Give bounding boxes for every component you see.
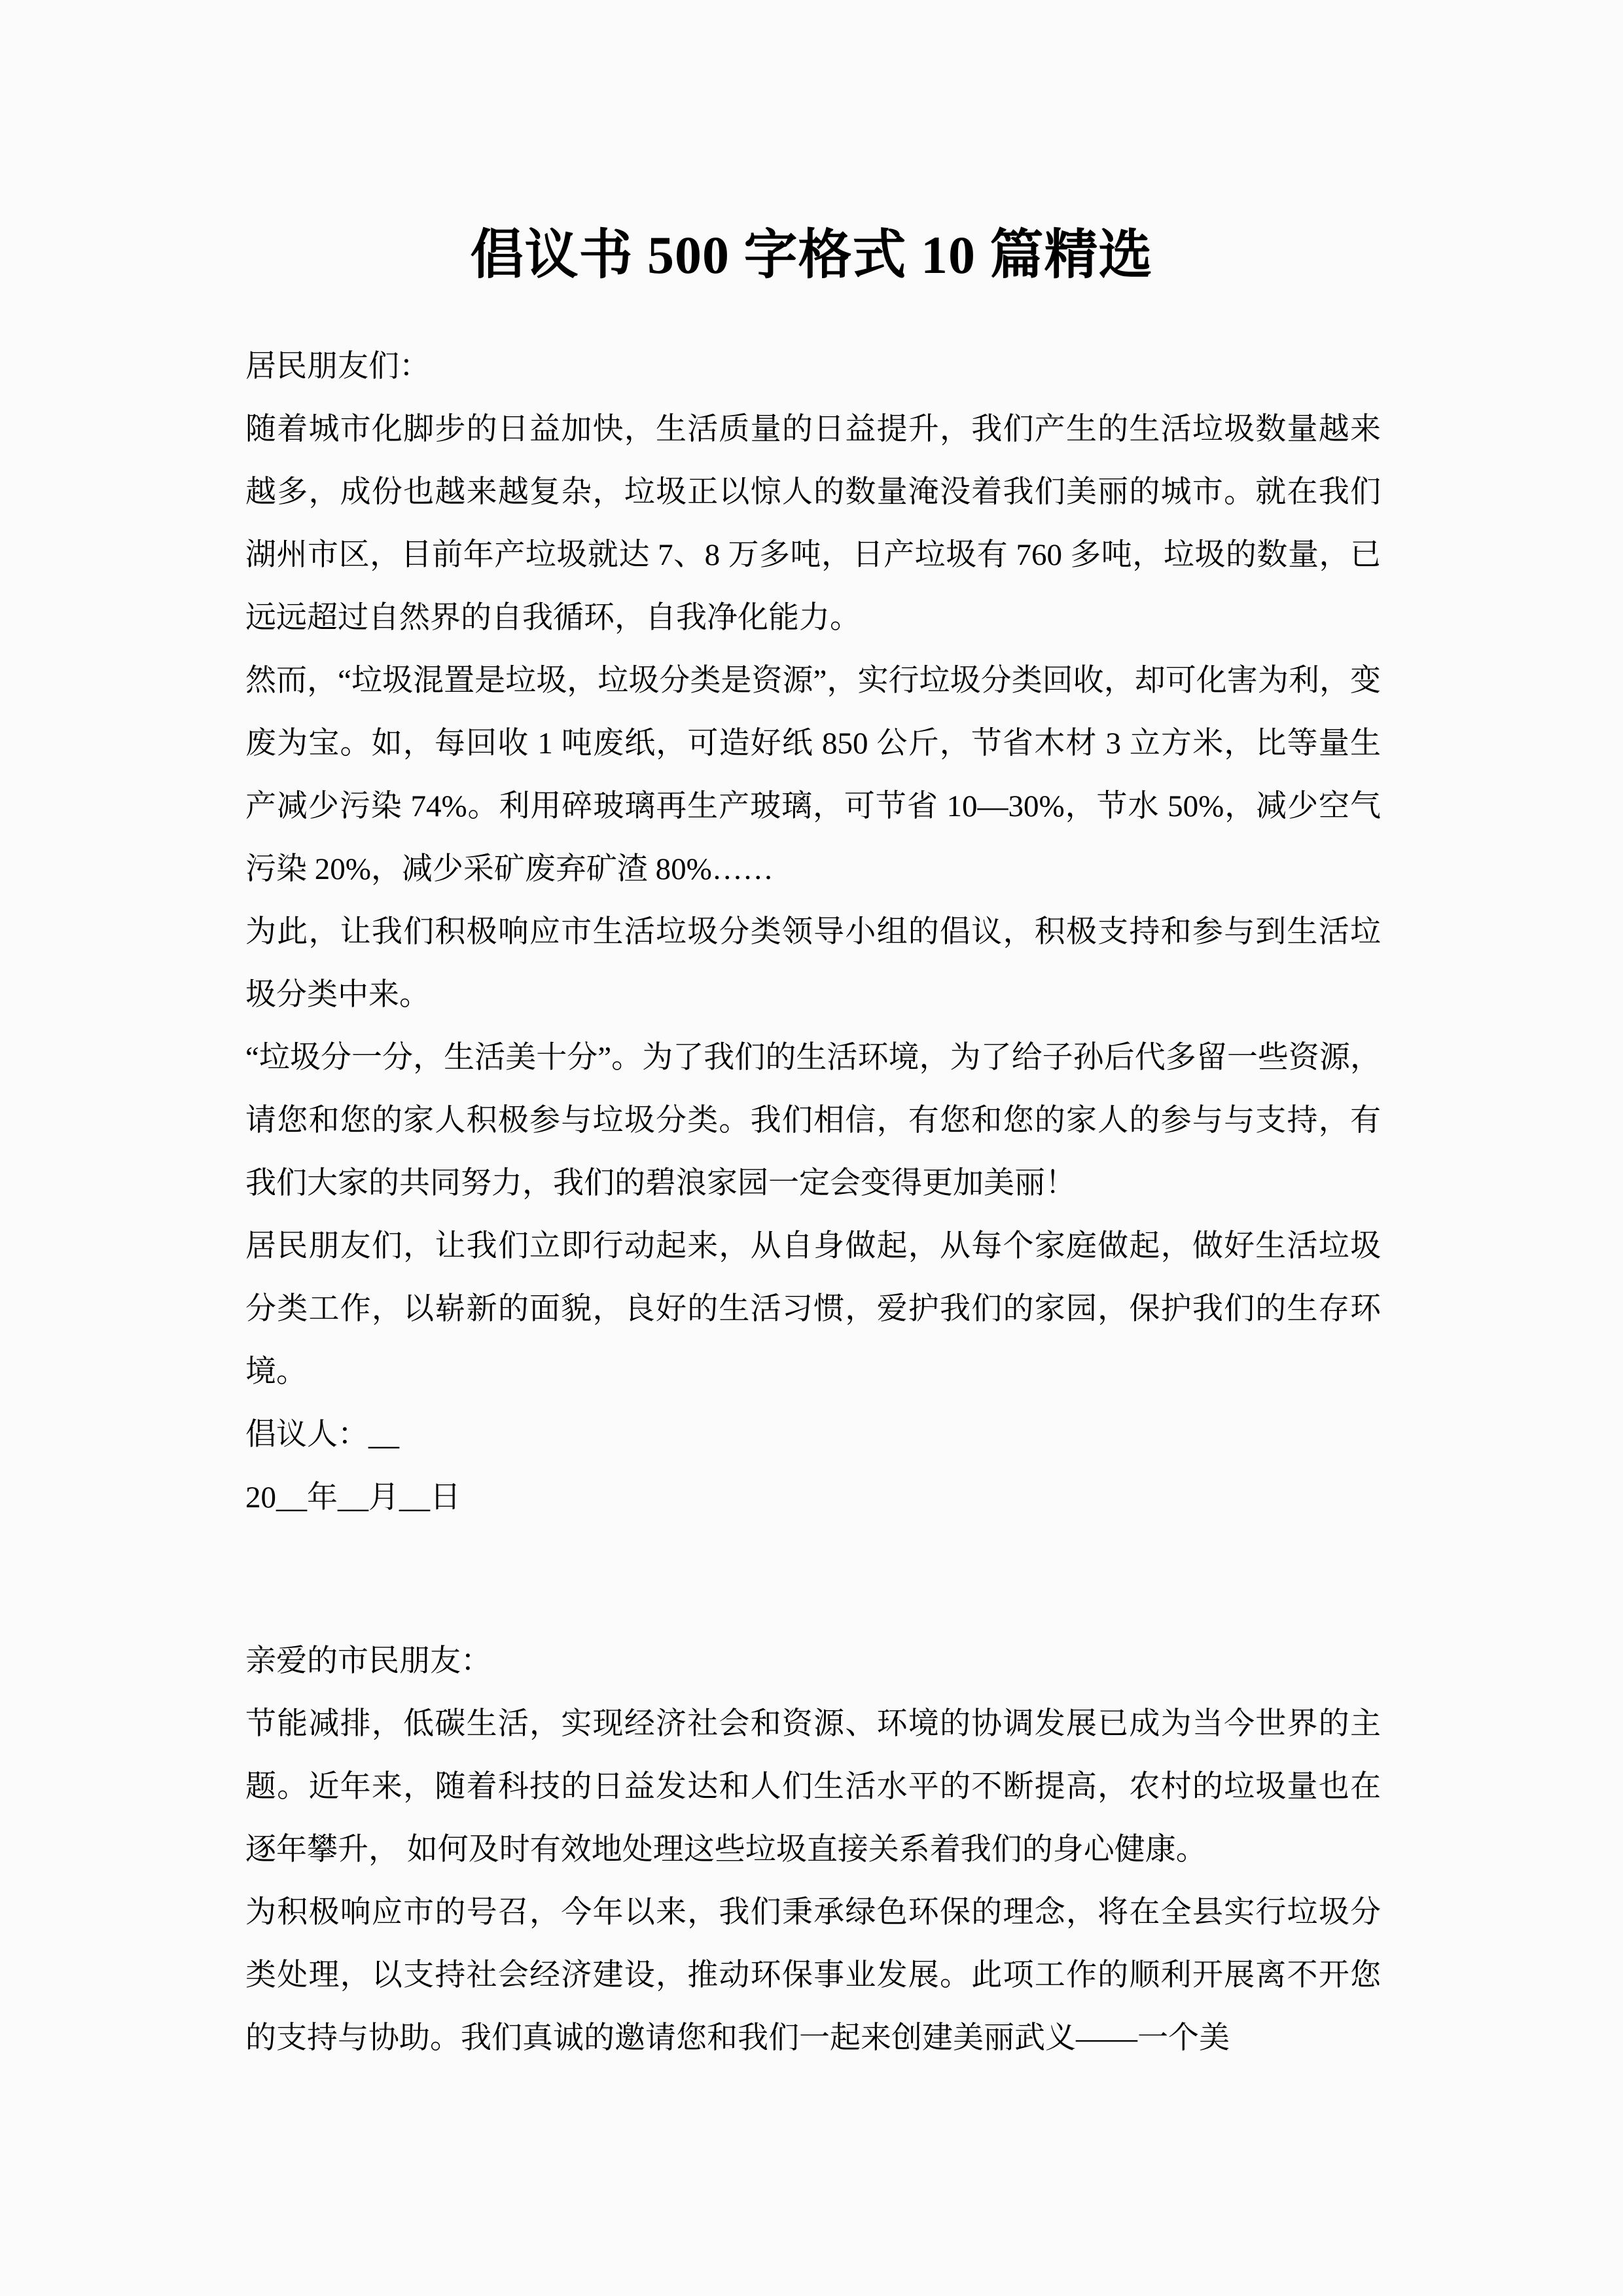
section-separator-blank	[245, 1529, 1381, 1592]
section-1-signature: 倡议人：__	[245, 1418, 399, 1452]
section-2-paragraph-1: 节能减排，低碳生活，实现经济社会和资源、环境的协调发展已成为当今世界的主题。近年来，随着科技的日益发达和人们生活水平的不断提高，农村的垃圾量也在逐年攀升， 如何及时有效地处理这些垃圾直接关系着我们的身心健康。	[245, 1707, 1381, 1867]
section-1-paragraph-4: “垃圾分一分，生活美十分”。为了我们的生活环境，为了给子孙后代多留一些资源，请您和您的家人积极参与垃圾分类。我们相信，有您和您的家人的参与与支持，有我们大家的共同努力，我们的碧浪家园一定会变得更加美丽！	[245, 1041, 1381, 1200]
section-1-paragraph-1: 随着城市化脚步的日益加快，生活质量的日益提升，我们产生的生活垃圾数量越来越多，成份也越来越复杂，垃圾正以惊人的数量淹没着我们美丽的城市。就在我们湖州市区，目前年产垃圾就达 7、8 万多吨，日产垃圾有 760 多吨，垃圾的数量，已远远超过自然界的自我循环，自我净化能力。	[245, 412, 1381, 635]
section-2-salutation: 亲爱的市民朋友：	[245, 1644, 491, 1678]
section-1-paragraph-3: 为此，让我们积极响应市生活垃圾分类领导小组的倡议，积极支持和参与到生活垃圾分类中来。	[245, 915, 1381, 1012]
section-1-date: 20__年__月__日	[245, 1480, 461, 1515]
section-1-paragraph-5: 居民朋友们，让我们立即行动起来，从自身做起，从每个家庭做起，做好生活垃圾分类工作，以崭新的面貌，良好的生活习惯，爱护我们的家园，保护我们的生存环境。	[245, 1229, 1381, 1389]
section-2-paragraph-2: 为积极响应市的号召，今年以来，我们秉承绿色环保的理念，将在全县实行垃圾分类处理，以支持社会经济建设，推动环保事业发展。此项工作的顺利开展离不开您的支持与协助。我们真诚的邀请您和我们一起来创建美丽武义——一个美	[245, 1895, 1381, 2055]
page-title: 倡议书 500 字格式 10 篇精选	[470, 224, 1153, 285]
section-separator-blank-2	[245, 1592, 1381, 1630]
document-body	[245, 335, 1381, 2070]
section-1-paragraph-2: 然而，“垃圾混置是垃圾，垃圾分类是资源”，实行垃圾分类回收，却可化害为利，变废为宝。如，每回收 1 吨废纸，可造好纸 850 公斤，节省木材 3 立方米，比等量生产减少污染 74%。利用碎玻璃再生产玻璃，可节省 10—30%，节水 50%，减少空气污染 20%，减少采矿废弃矿渣 80%……	[245, 664, 1381, 886]
section-1-salutation: 居民朋友们：	[245, 350, 430, 384]
